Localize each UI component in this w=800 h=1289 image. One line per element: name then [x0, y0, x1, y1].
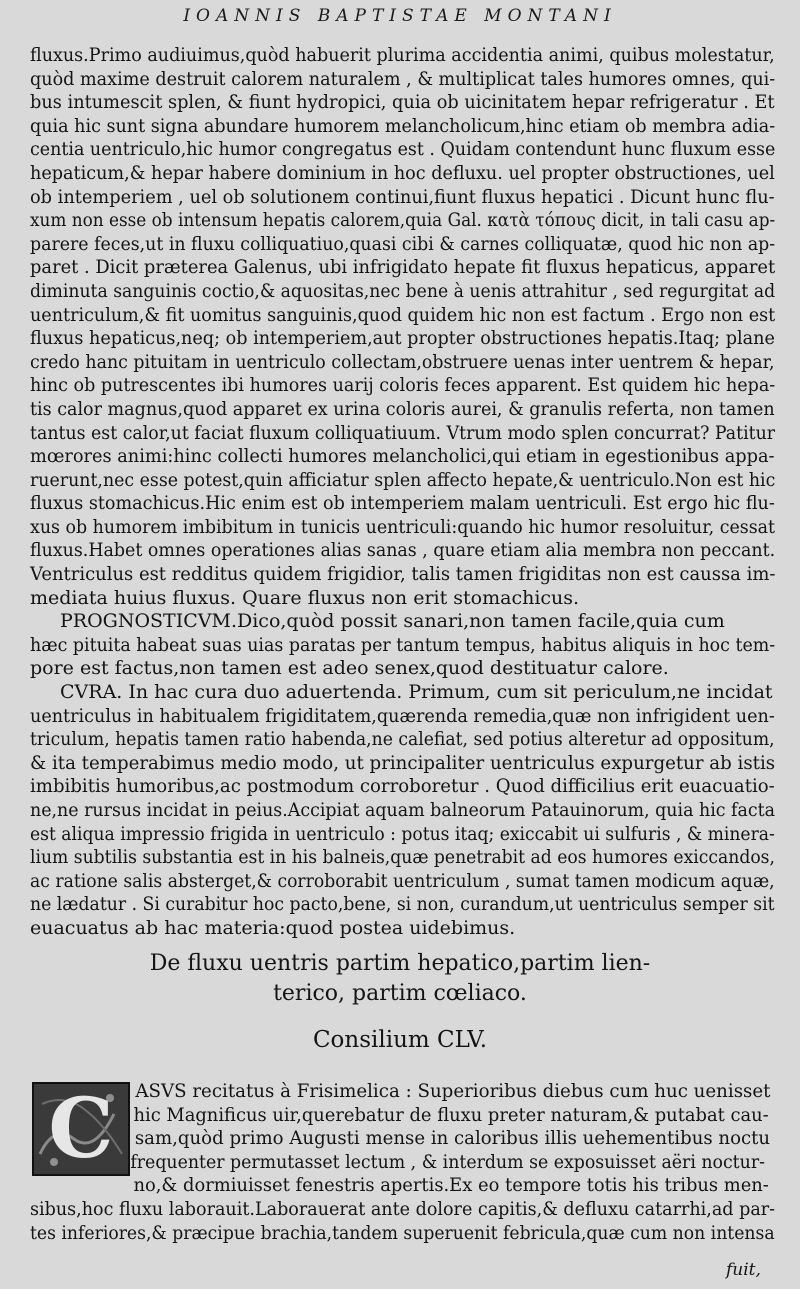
text-line: bus intumescit splen, & fiunt hydropici, quia ob uicinitatem hepar refrigeratur . Et	[30, 91, 775, 114]
text-line: tis calor magnus,quod apparet ex urina coloris aurei, & granulis referta, non tamen	[30, 397, 775, 420]
text-line: mœrores animi:hinc collecti humores melancholici,qui etiam in egestionibus appa-	[30, 445, 775, 468]
text-line: Ventriculus est redditus quidem frigidior, talis tamen frigiditas non est caussa im-	[30, 563, 776, 586]
text-line: ne,ne rursus incidat in peius.Accipiat aquam balneorum Patauinorum, quia hic facta	[30, 799, 776, 821]
text-line: hic Magnificus uir,querebatur de fluxu preter naturam,& putabat cau-	[133, 1103, 769, 1126]
text-line: tes inferiores,& præcipue brachia,tandem superuenit febricula,quæ cum non intensa	[30, 1221, 775, 1244]
text-line: ASVS recitatus à Frisimelica : Superioribus diebus cum huc uenisset	[135, 1080, 771, 1102]
text-line: mediata huius fluxus. Quare fluxus non erit stomachicus.	[30, 586, 580, 609]
case-text	[30, 1080, 778, 1245]
text-line: tantus est calor,ut faciat fluxum colliquatiuum. Vtrum modo splen concurrat? Patitur	[30, 421, 776, 444]
text-line: sibus,hoc fluxu laborauit.Laborauerat ante dolore capitis,& defluxu catarrhi,ad par-	[30, 1197, 776, 1220]
section-title	[0, 949, 800, 1009]
section-title-line: terico, partim cœliaco.	[273, 981, 527, 1006]
text-line: imbibitis humoribus,ac postmodum corroboretur . Quod difficilius erit euacuatio-	[30, 775, 775, 798]
text-line: ac ratione salis absterget,& corroborabit uentriculum , sumat tamen modicum aquæ,	[30, 869, 775, 892]
text-line: parere feces,ut in fluxu colliquatiuo,quasi cibi & carnes colliquatæ, quod hic non ap-	[30, 232, 776, 255]
text-line: fluxus stomachicus.Hic enim est ob intemperiem malam uentriculi. Est ergo hic flu-	[30, 492, 775, 515]
section-title-line: De fluxu uentris partim hepatico,partim lien-	[149, 951, 651, 976]
text-line: ne lædatur . Si curabitur hoc pacto,bene, si non, curandum,ut uentriculus semper sit	[30, 893, 775, 916]
text-line: & ita temperabimus medio modo, ut principaliter uentriculus expurgetur ab istis	[30, 751, 776, 774]
text-line: no,& dormiuisset fenestris apertis.Ex eo tempore totis his tribus men-	[133, 1174, 769, 1197]
text-line: credo hanc pituitam in uentriculo collectam,obstruere uenas inter uentrem & hepar,	[30, 350, 775, 373]
consilium-heading: Consilium CLV.	[312, 1027, 488, 1053]
body-text	[30, 44, 778, 941]
text-line: paret . Dicit præterea Galenus, ubi infrigidato hepate fit fluxus hepaticus, apparet	[30, 256, 776, 279]
text-line: centia uentriculo,hic humor congregatus est . Quidam contendunt hunc fluxum esse	[30, 138, 776, 161]
text-line: uentriculus in habitualem frigiditatem,quærenda remedia,quæ non infrigident uen-	[30, 704, 775, 727]
prognosticum-line: PROGNOSTICVM.Dico,quòd possit sanari,non tamen facile,quia cum	[60, 610, 725, 633]
running-head: IOANNIS BAPTISTAE MONTANI	[183, 6, 617, 26]
text-line: quia hic sunt signa abundare humorem melancholicum,hinc etiam ob membra adia-	[30, 114, 776, 137]
text-line: triculum, hepatis tamen ratio habenda,ne calefiat, sed potius alteretur ad oppositum,	[30, 728, 775, 751]
initial-letter: C	[48, 1081, 114, 1177]
text-line: pore est factus,non tamen est adeo senex,quod destituatur calore.	[30, 657, 669, 680]
cura-line: CVRA. In hac cura duo aduertenda. Primum, cum sit periculum,ne incidat	[60, 681, 773, 704]
text-line: xus ob humorem imbibitum in tunicis uentriculi:quando hic humor resoluitur, cessat	[30, 515, 776, 538]
text-line: hinc ob putrescentes ibi humores uarij coloris feces apparent. Est quidem hic hepa-	[30, 374, 776, 397]
text-line: xum non esse ob intensum hepatis calorem,quia Gal. κατὰ τόπους dicit, in tali casu ap-	[30, 209, 776, 232]
text-line: fluxus.Primo audiuimus,quòd habuerit plurima accidentia animi, quibus molestatur,	[30, 44, 775, 66]
catchword: fuit,	[726, 1260, 761, 1280]
text-line: fluxus hepaticus,neq; ob intemperiem,aut propter obstructiones hepatis.Itaq; plane	[30, 327, 775, 350]
text-line: fluxus.Habet omnes operationes alias sanas , quare etiam alia membra non peccant.	[30, 539, 776, 562]
text-line: hæc pituita habeat suas uias paratas per tantum tempus, habitus aliquis in hoc tem-	[30, 633, 776, 656]
text-line: lium subtilis substantia est in his balneis,quæ penetrabit ad eos humores exiccandos,	[30, 846, 775, 869]
text-line: est aliqua impressio frigida in uentriculo : potus itaq; exiccabit ui sulfuris , & minera-	[30, 822, 775, 845]
text-line: hepaticum,& hepar habere dominium in hoc defluxu. uel propter obstructiones, uel	[30, 161, 775, 184]
text-line: euacuatus ab hac materia:quod postea uidebimus.	[30, 916, 516, 939]
text-line: ob intemperiem , uel ob solutionem continui,fiunt fluxus hepatici . Dicunt hunc flu-	[30, 185, 775, 208]
text-line: sam,quòd primo Augusti mense in caloribus illis uehementibus noctu	[134, 1127, 771, 1150]
text-line: diminuta sanguinis coctio,& aquositas,nec bene à uenis attrahitur , sed regurgitat ad	[30, 279, 776, 302]
text-line: ruerunt,nec esse potest,quin afficiatur splen affecto hepate,& uentriculo.Non est hic	[30, 468, 776, 491]
text-line: frequenter permutasset lectum , & interdum se exposuisset aëri noctur-	[130, 1150, 765, 1173]
text-line: quòd maxime destruit calorem naturalem , & multiplicat tales humores omnes, qui-	[30, 67, 776, 90]
text-line: uentriculum,& fit uomitus sanguinis,quod quidem hic non est factum . Ergo non est	[30, 303, 776, 326]
